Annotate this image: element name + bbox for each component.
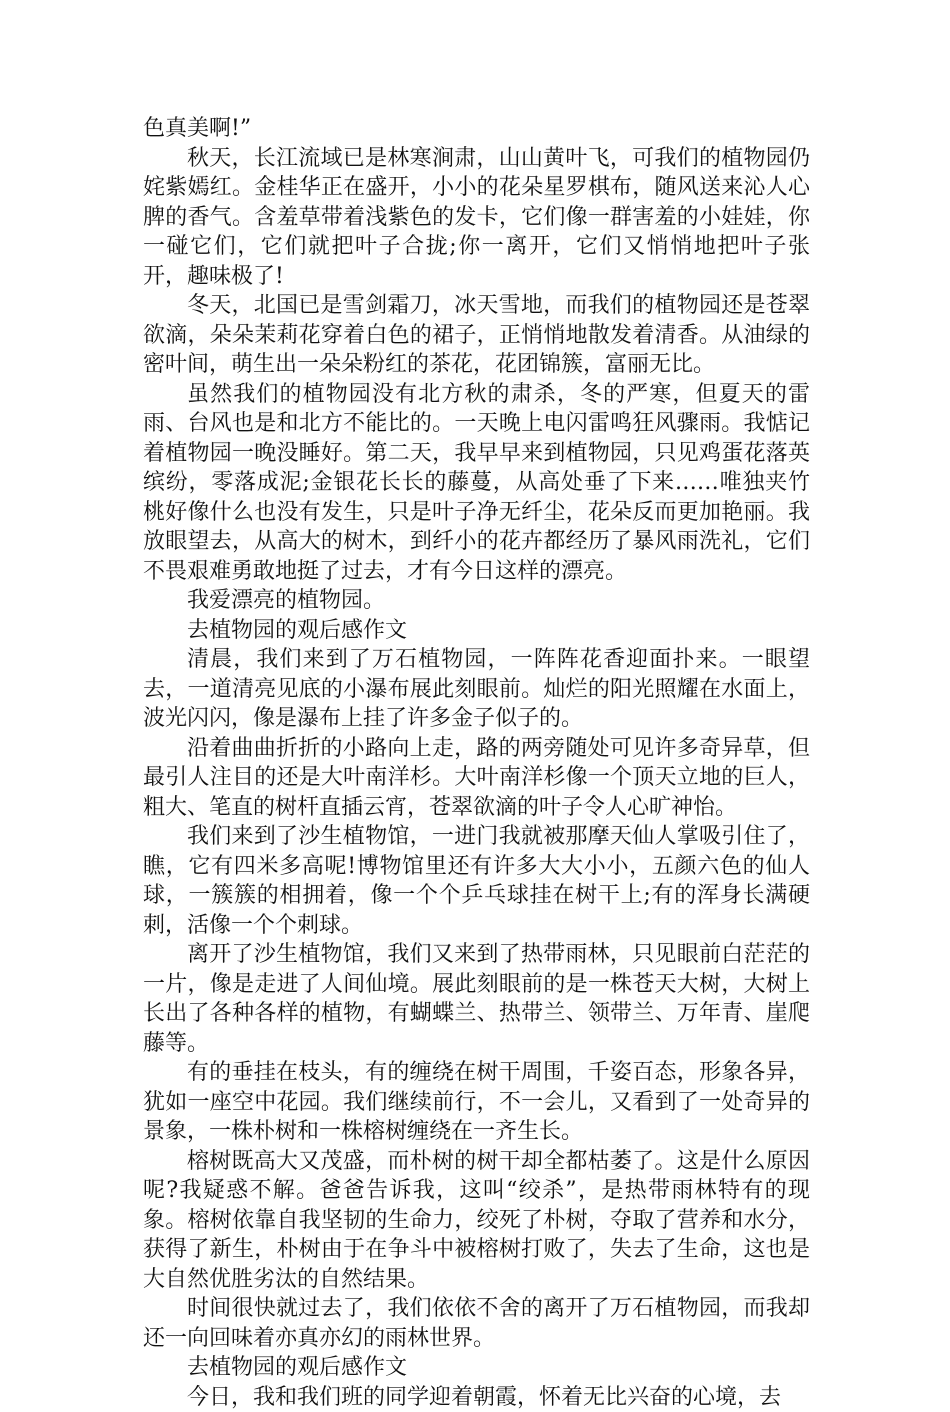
paragraph-morning: 清晨，我们来到了万石植物园，一阵阵花香迎面扑来。一眼望去，一道清亮见底的小瀑布展此刻眼前。灿烂的阳光照耀在水面上，波光闪闪，像是瀑布上挂了许多金子似子的。 <box>143 645 810 734</box>
paragraph-winter: 冬天，北国已是雪剑霜刀，冰天雪地，而我们的植物园还是苍翠欲滴，朵朵茉莉花穿着白色的裙子，正悄悄地散发着清香。从油绿的密叶间，萌生出一朵朵粉红的茶花，花团锦簇，富丽无比。 <box>143 291 810 380</box>
section-heading: 去植物园的观后感作文 <box>143 616 810 646</box>
paragraph-continuation: 色真美啊!” <box>143 114 810 144</box>
paragraph-conclusion: 我爱漂亮的植物园。 <box>143 586 810 616</box>
paragraph-path: 沿着曲曲折折的小路向上走，路的两旁随处可见许多奇异草，但最引人注目的还是大叶南洋杉。大叶南洋杉像一个顶天立地的巨人，粗大、笔直的树杆直插云宵，苍翠欲滴的叶子令人心旷神怡。 <box>143 734 810 823</box>
section-heading: 去植物园的观后感作文 <box>143 1353 810 1383</box>
paragraph-summer-storm: 虽然我们的植物园没有北方秋的肃杀，冬的严寒，但夏天的雷雨、台风也是和北方不能比的。一天晚上电闪雷鸣狂风骤雨。我惦记着植物园一晚没睡好。第二天，我早早来到植物园，只见鸡蛋花落英缤纷，零落成泥;金银花长长的藤蔓，从高处垂了下来……唯独夹竹桃好像什么也没有发生，只是叶子净无纤尘，花朵反而更加艳丽。我放眼望去，从高大的树木，到纤小的花卉都经历了暴风雨洗礼，它们不畏艰难勇敢地挺了过去，才有今日这样的漂亮。 <box>143 380 810 587</box>
document-body <box>143 114 810 1412</box>
paragraph-autumn: 秋天，长江流域已是林寒涧肃，山山黄叶飞，可我们的植物园仍姹紫嫣红。金桂华正在盛开，小小的花朵星罗棋布，随风送来沁人心脾的香气。含羞草带着浅紫色的发卡，它们像一群害羞的小娃娃，你一碰它们，它们就把叶子合拢;你一离开，它们又悄悄地把叶子张开，趣味极了! <box>143 144 810 292</box>
paragraph-cactus-hall: 我们来到了沙生植物馆，一进门我就被那摩天仙人掌吸引住了，瞧，它有四米多高呢!博物馆里还有许多大大小小，五颜六色的仙人球，一簇簇的相拥着，像一个个乒乓球挂在树干上;有的浑身长满硬刺，活像一个个刺球。 <box>143 822 810 940</box>
paragraph-leaving: 时间很快就过去了，我们依依不舍的离开了万石植物园，而我却还一向回味着亦真亦幻的雨林世界。 <box>143 1294 810 1353</box>
paragraph-hanging-plants: 有的垂挂在枝头，有的缠绕在树干周围，千姿百态，形象各异，犹如一座空中花园。我们继续前行，不一会儿，又看到了一处奇异的景象，一株朴树和一株榕树缠绕在一齐生长。 <box>143 1058 810 1147</box>
paragraph-rainforest: 离开了沙生植物馆，我们又来到了热带雨林，只见眼前白茫茫的一片，像是走进了人间仙境。展此刻眼前的是一株苍天大树，大树上长出了各种各样的植物，有蝴蝶兰、热带兰、领带兰、万年青、崖爬藤等。 <box>143 940 810 1058</box>
paragraph-today: 今日，我和我们班的同学迎着朝霞，怀着无比兴奋的心境，去 <box>143 1383 810 1412</box>
paragraph-strangler: 榕树既高大又茂盛，而朴树的树干却全都枯萎了。这是什么原因呢?我疑惑不解。爸爸告诉我，这叫“绞杀”，是热带雨林特有的现象。榕树依靠自我坚韧的生命力，绞死了朴树，夺取了营养和水分，获得了新生，朴树由于在争斗中被榕树打败了，失去了生命，这也是大自然优胜劣汰的自然结果。 <box>143 1147 810 1295</box>
